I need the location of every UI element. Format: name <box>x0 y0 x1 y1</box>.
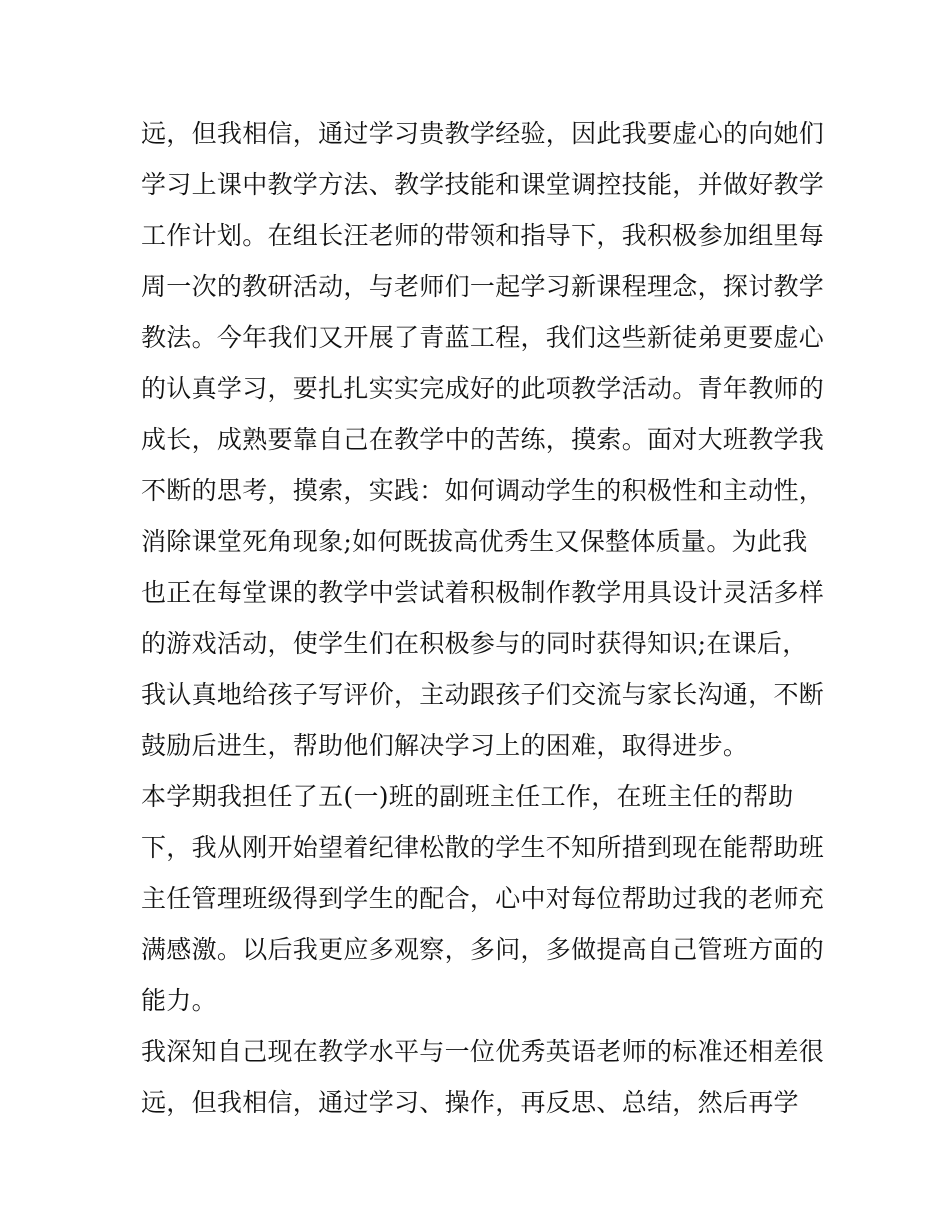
text-line: 的认真学习，要扎扎实实完成好的此项教学活动。青年教师的 <box>141 374 825 403</box>
text-line: 主任管理班级得到学生的配合，心中对每位帮助过我的老师充 <box>141 884 825 913</box>
text-line: 远，但我相信，通过学习、操作，再反思、总结，然后再学 <box>141 1088 799 1117</box>
text-line: 本学期我担任了五(一)班的副班主任工作，在班主任的帮助 <box>141 782 794 811</box>
text-line: 满感激。以后我更应多观察，多问，多做提高自己管班方面的 <box>141 935 825 964</box>
text-line: 鼓励后进生，帮助他们解决学习上的困难，取得进步。 <box>141 731 749 760</box>
text-line: 周一次的教研活动，与老师们一起学习新课程理念，探讨教学 <box>141 272 825 301</box>
text-line: 工作计划。在组长汪老师的带领和指导下，我积极参加组里每 <box>141 221 825 250</box>
text-line: 成长，成熟要靠自己在教学中的苦练，摸索。面对大班教学我 <box>141 425 825 454</box>
text-line: 能力。 <box>141 986 217 1015</box>
text-line: 的游戏活动，使学生们在积极参与的同时获得知识;在课后， <box>141 629 808 658</box>
text-line: 也正在每堂课的教学中尝试着积极制作教学用具设计灵活多样 <box>141 578 825 607</box>
body-text <box>141 108 825 1128</box>
text-line: 下，我从刚开始望着纪律松散的学生不知所措到现在能帮助班 <box>141 833 825 862</box>
text-line: 教法。今年我们又开展了青蓝工程，我们这些新徒弟更要虚心 <box>141 323 825 352</box>
text-line: 不断的思考，摸索，实践：如何调动学生的积极性和主动性， <box>141 476 825 505</box>
text-line: 我深知自己现在教学水平与一位优秀英语老师的标准还相差很 <box>141 1037 825 1066</box>
text-line: 消除课堂死角现象;如何既拔高优秀生又保整体质量。为此我 <box>141 527 808 556</box>
text-line: 我认真地给孩子写评价，主动跟孩子们交流与家长沟通，不断 <box>141 680 825 709</box>
text-line: 学习上课中教学方法、教学技能和课堂调控技能，并做好教学 <box>141 170 825 199</box>
text-line: 远，但我相信，通过学习贵教学经验，因此我要虚心的向她们 <box>141 119 825 148</box>
